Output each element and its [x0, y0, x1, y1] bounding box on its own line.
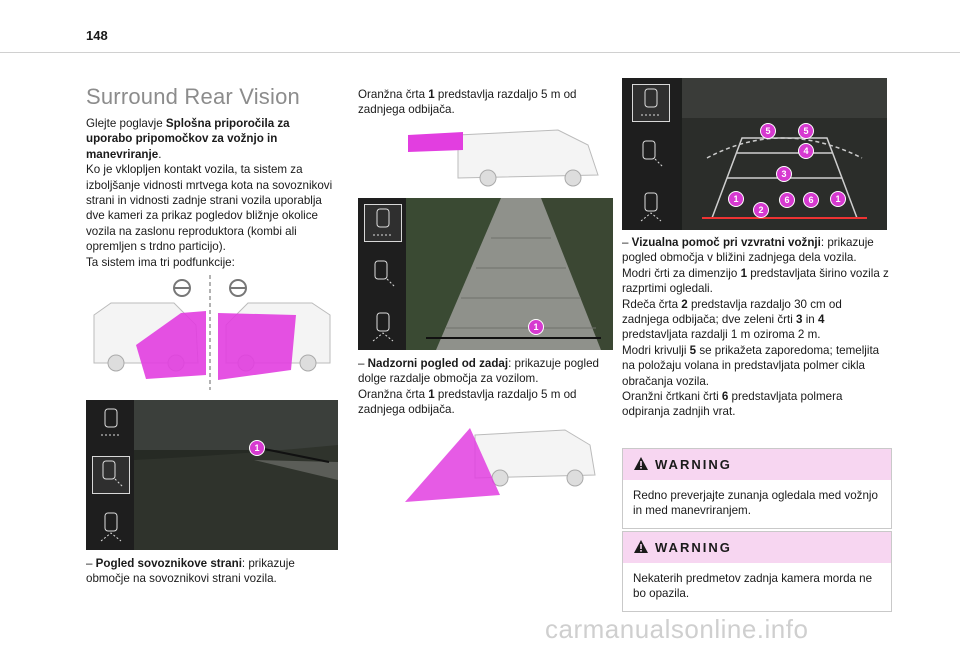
- warning-triangle-icon: [633, 456, 649, 471]
- orange-line-text-top: Oranžna črta 1 predstavlja razdaljo 5 m od zadnjega odbijača.: [358, 88, 577, 117]
- zoom-view-mode-icon[interactable]: [632, 188, 670, 226]
- marker-6: 6: [803, 192, 819, 208]
- warning-title: WARNING: [655, 540, 732, 555]
- warning-text: Redno preverjajte zunanja ogledala med vožnjo in med manevriranjem.: [633, 489, 878, 518]
- marker-5: 5: [798, 123, 814, 139]
- marker-3: 3: [776, 166, 792, 182]
- warning-text: Nekaterih predmetov zadnja kamera morda ne bo opazila.: [633, 572, 873, 601]
- marker-2: 2: [753, 202, 769, 218]
- rear-view-mode-icon[interactable]: [632, 84, 670, 122]
- camera-mode-sidebar: [358, 198, 406, 350]
- warning-triangle-icon: [633, 539, 649, 554]
- page-number: 148: [86, 28, 108, 43]
- rear-view-mode-icon[interactable]: [364, 204, 402, 242]
- header-rule: [0, 52, 960, 53]
- side-view-mode-icon[interactable]: [364, 256, 402, 294]
- rear-van-illustration: [358, 120, 613, 190]
- reversing-aid-text: – Vizualna pomoč pri vzvratni vožnji: prikazuje pogled območja v bližini zadnjega dela vozila. Modri črti za dimenzijo 1 predstavljata širino vozila z razprtimi ogledali. Rdeča črta 2 predstavlja razdaljo 30 cm od zadnjega odbijača; dve zeleni črti 3 in 4 predstavljata razdalji 1 m oziroma 2 m. Modri krivulji 5 se prikažeta zaporedoma; temeljita na položaju volana in predstavljata polmer cikla obračanja vozila. Oranžni črtkani črti 6 predstavljata polmera odpiranja zadnjih vrat.: [622, 236, 889, 419]
- rear-zone-illustration: [390, 420, 600, 505]
- marker-1: 1: [528, 319, 544, 335]
- rear-view-caption: – Nadzorni pogled od zadaj: prikazuje pogled dolge razdalje območja za vozilom. Oranžna črta 1 predstavlja razdaljo 5 m od zadnjega odbijača.: [358, 357, 599, 417]
- side-view-mode-icon[interactable]: [92, 456, 130, 494]
- side-view-illustration: [86, 275, 338, 390]
- camera-mode-sidebar: [622, 78, 680, 230]
- marker-4: 4: [798, 143, 814, 159]
- warning-box-mirrors: [622, 448, 892, 529]
- warning-title: WARNING: [655, 457, 732, 472]
- marker-1: 1: [830, 191, 846, 207]
- rear-camera-view: [358, 198, 613, 350]
- section-title: Surround Rear Vision: [86, 84, 300, 109]
- zoom-view-mode-icon[interactable]: [92, 508, 130, 546]
- intro-text: Glejte poglavje Splošna priporočila za uporabo pripomočkov za vožnjo in manevriranje. Ko je vklopljen kontakt vozila, ta sistem za izboljšanje vidnosti mrtvega kota na sovoznikovi strani in vidnosti zadnje strani vozila uporablja dve kameri za prikaz pogledov bližnje okolice vozila na zaslonu reproduktora (kombi ali opremljen s trdno particijo). Ta sistem ima tri podfunkcije:: [86, 117, 333, 269]
- side-view-caption: – Pogled sovoznikove strani: prikazuje območje na sovoznikovi strani vozila.: [86, 557, 295, 586]
- marker-1: 1: [249, 440, 265, 456]
- reversing-aid-camera-view: [622, 78, 887, 230]
- marker-6: 6: [779, 192, 795, 208]
- marker-1: 1: [728, 191, 744, 207]
- camera-mode-sidebar: [86, 400, 134, 550]
- side-view-mode-icon[interactable]: [632, 136, 670, 174]
- marker-5: 5: [760, 123, 776, 139]
- warning-box-camera: [622, 531, 892, 612]
- side-camera-view: [86, 400, 338, 550]
- rear-view-mode-icon[interactable]: [92, 404, 130, 442]
- zoom-view-mode-icon[interactable]: [364, 308, 402, 346]
- watermark: carmanualsonline.info: [545, 614, 809, 644]
